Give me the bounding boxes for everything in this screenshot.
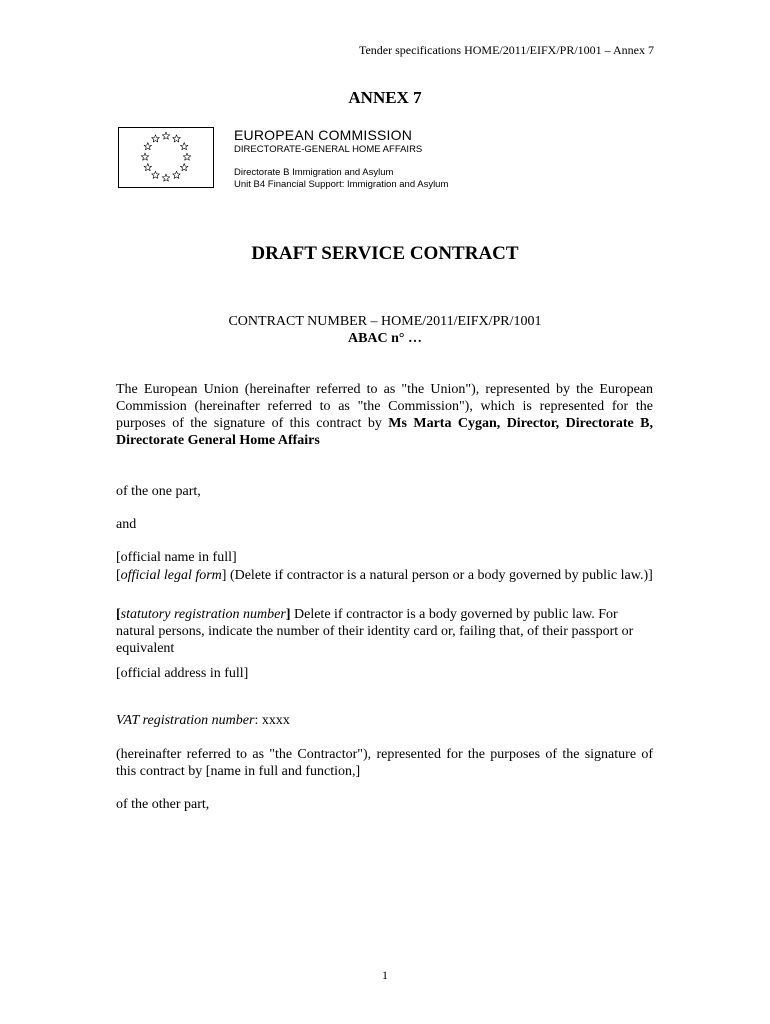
abac-number: ABAC n° … [347, 331, 423, 346]
eu-flag-stars-icon [119, 128, 213, 187]
star-icon [180, 164, 188, 171]
registration-open: [ [116, 607, 121, 622]
header-reference: Tender specifications HOME/2011/EIFX/PR/1001 – Annex 7 [358, 43, 654, 57]
star-icon [152, 135, 160, 142]
commission-block [234, 127, 448, 191]
page-number: 1 [382, 968, 388, 982]
union-intro: The European Union (hereinafter referred to as "the Union"), represented by the European Commission (hereinafter referred to as "the Commission"), which is represented for the purposes of the signature of this contract by [116, 382, 653, 431]
annex-title: ANNEX 7 [348, 88, 422, 107]
legal-form-label: official legal form [120, 568, 222, 583]
vat-label: VAT registration number [116, 713, 255, 728]
commission-unit: Unit B4 Financial Support: Immigration and Asylum [234, 179, 449, 190]
union-signatory: Ms Marta Cygan, Director, Directorate B, Directorate General Home Affairs [116, 416, 654, 448]
legal-form-open: [ [116, 568, 121, 583]
registration-rest: Delete if contractor is a body governed by public law. For natural persons, indicate the number of their identity card or, failing that, of their passport or equivalent [116, 607, 634, 656]
star-icon [183, 153, 191, 160]
union-paragraph [116, 381, 653, 449]
vat-line [116, 712, 653, 729]
commission-name: EUROPEAN COMMISSION [234, 127, 413, 143]
legal-form-paragraph [116, 567, 653, 584]
legal-form-rest: ] (Delete if contractor is a natural person or a body governed by public law.)] [221, 568, 653, 583]
star-icon [144, 143, 152, 150]
eu-logo [118, 127, 214, 188]
star-icon [162, 174, 170, 181]
official-name: [official name in full] [116, 550, 237, 565]
star-icon [144, 164, 152, 171]
and-text: and [116, 517, 137, 532]
star-icon [180, 143, 188, 150]
registration-close: ] [285, 607, 291, 622]
document-title: DRAFT SERVICE CONTRACT [251, 243, 519, 264]
star-icon [162, 132, 170, 139]
official-address: [official address in full] [116, 666, 249, 681]
star-icon [173, 135, 181, 142]
vat-value: : xxxx [254, 713, 290, 728]
star-icon [173, 171, 181, 178]
other-part-text: of the other part, [116, 797, 210, 812]
registration-paragraph [116, 606, 653, 657]
contractor-paragraph: (hereinafter referred to as "the Contractor"), represented for the purposes of the signature of this contract by [name in full and function,] [116, 747, 653, 779]
contract-number: CONTRACT NUMBER – HOME/2011/EIFX/PR/1001 [228, 314, 542, 329]
star-icon [152, 171, 160, 178]
registration-label: statutory registration number [120, 607, 286, 622]
commission-dg: DIRECTORATE-GENERAL HOME AFFAIRS [234, 144, 423, 155]
commission-directorate: Directorate B Immigration and Asylum [234, 167, 394, 178]
star-icon [141, 153, 149, 160]
one-part-text: of the one part, [116, 484, 201, 499]
